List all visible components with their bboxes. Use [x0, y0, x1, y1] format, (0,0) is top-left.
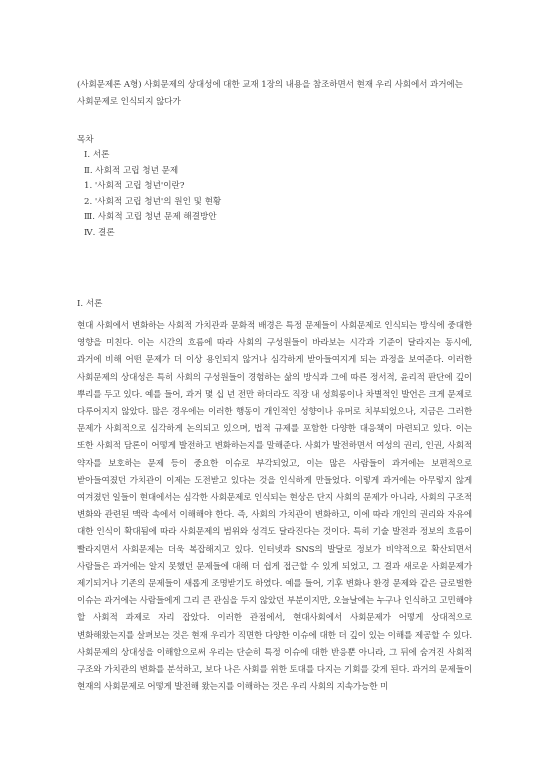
- document-title: (사회문제론 A형) 사회문제의 상대성에 대한 교재 1장의 내용을 참조하면서 현재 우리 사회에서 과거에는 사회문제로 인식되지 않다가: [77, 80, 463, 107]
- toc-item: 2. '사회적 고립 청년'의 원인 및 현황: [84, 196, 222, 207]
- table-of-contents: [84, 148, 221, 242]
- toc-heading: 목차: [77, 135, 94, 145]
- toc-item: 1. '사회적 고립 청년'이란?: [84, 181, 185, 192]
- toc-item: Ⅳ. 결론: [84, 227, 115, 238]
- body-paragraph: 현대 사회에서 변화하는 사회적 가치관과 문화적 배경은 특정 문제들이 사회문제로 인식되는 방식에 중대한 영향을 미친다. 이는 시간의 흐름에 따라 사회의 구성원들이 바라보는 시각과 기준이 달라지는 동시에, 과거에 비해 어떤 문제가 더 이상 용인되지 않거나 심각하게 받아들여지게 되는 과정을 보여준다. 이러한 사회문제의 상대성은 특히 사회의 구성원들이 경험하는 삶의 방식과 그에 따른 정서적, 윤리적 판단에 깊이 뿌리를 두고 있다. 예를 들어, 과거 몇 십 년 전만 하더라도 직장 내 성희롱이나 차별적인 발언은 크게 문제로 다루어지지 않았다. 많은 경우에는 이러한 행동이 개인적인 성향이나 유머로 치부되었으나, 지금은 그러한 문제가 사회적으로 심각하게 논의되고 있으며, 법적 규제를 포함한 다양한 대응책이 마련되고 있다. 이는 또한 사회적 담론이 어떻게 발전하고 변화하는지를 말해준다. 사회가 발전하면서 여성의 권리, 인권, 사회적 약자를 보호하는 문제 등이 중요한 이슈로 부각되었고, 이는 많은 사람들이 과거에는 보편적으로 받아들여졌던 가치관이 이제는 도전받고 있다는 것을 인식하게 만들었다. 이렇게 과거에는 아무렇지 않게 여겨졌던 일들이 현대에서는 심각한 사회문제로 인식되는 현상은 단지 사회의 문제가 아니라, 사회의 구조적 변화와 관련된 맥락 속에서 이해해야 한다. 즉, 사회의 가치관이 변화하고, 이에 따라 개인의 권리와 자유에 대한 인식이 확대됨에 따라 사회문제의 범위와 성격도 달라진다는 것이다. 특히 기술 발전과 정보의 흐름이 빨라지면서 사회문제는 더욱 복잡해지고 있다. 인터넷과 SNS의 발달로 정보가 비약적으로 확산되면서 사람들은 과거에는 알지 못했던 문제들에 대해 더 쉽게 접근할 수 있게 되었고, 그 결과 새로운 사회문제가 제기되거나 기존의 문제들이 새롭게 조명받기도 하였다. 예를 들어, 기후 변화나 환경 문제와 같은 글로벌한 이슈는 과거에는 사람들에게 그리 큰 관심을 두지 않았던 부분이지만, 오늘날에는 누구나 인식하고 고민해야 할 사회적 과제로 자리 잡았다. 이러한 관점에서, 현대사회에서 사회문제가 어떻게 상대적으로 변화해왔는지를 살펴보는 것은 현재 우리가 직면한 다양한 이슈에 대한 더 깊이 있는 이해를 제공할 수 있다. 사회문제의 상대성을 이해함으로써 우리는 단순히 특정 이슈에 대한 반응뿐 아니라, 그 뒤에 숨겨진 사회적 구조와 가치관의 변화를 분석하고, 보다 나은 사회를 위한 토대를 다지는 기회를 갖게 된다. 과거의 문제들이 현재의 사회문제로 어떻게 발전해 왔는지를 이해하는 것은 우리 사회의 지속가능한 미: [77, 321, 472, 693]
- toc-item: Ⅲ. 사회적 고립 청년 문제 해결방안: [84, 212, 217, 223]
- toc-item: Ⅱ. 사회적 고립 청년 문제: [84, 165, 179, 176]
- toc-item: Ⅰ. 서론: [84, 150, 110, 160]
- section-heading: Ⅰ. 서론: [77, 299, 103, 309]
